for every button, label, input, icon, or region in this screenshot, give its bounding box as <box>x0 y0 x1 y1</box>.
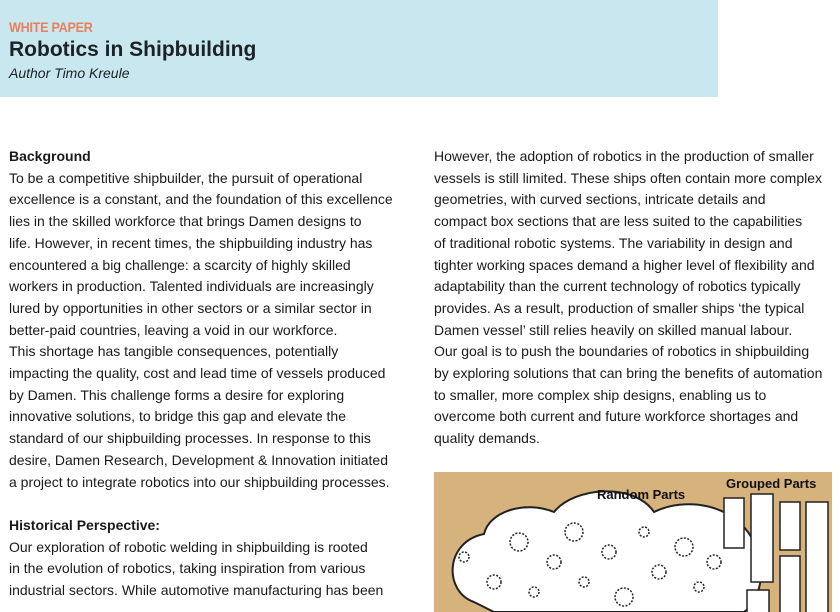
random-parts-label: Random Parts <box>597 487 686 502</box>
paragraph-line: of traditional robotic systems. The variability in design and <box>434 234 793 251</box>
section-heading-background: Background <box>9 148 91 164</box>
paragraph-line: vessels is still limited. These ships often contain more complex <box>434 169 823 186</box>
author-line: Author Timo Kreule <box>9 65 130 81</box>
paragraph-line: Damen vessel’ still relies heavily on skilled manual labour. <box>434 321 793 338</box>
paragraph-line: by exploring solutions that can bring the benefits of automation <box>434 365 823 382</box>
paragraph-line: However, the adoption of robotics in the production of smaller <box>434 148 814 164</box>
paragraph-line: better-paid countries, leaving a void in our workforce. <box>9 321 338 338</box>
paragraph-line: life. However, in recent times, the shipbuilding industry has <box>9 234 373 251</box>
document-type-label: WHITE PAPER <box>9 19 93 35</box>
paragraph-line: lies in the skilled workforce that brings Damen designs to <box>9 213 362 230</box>
paragraph-line: in the evolution of robotics, taking inspiration from various <box>9 560 366 577</box>
left-column <box>9 146 393 602</box>
group-box <box>780 556 800 612</box>
page-title: Robotics in Shipbuilding <box>9 38 257 61</box>
header-banner <box>0 0 718 97</box>
group-box <box>806 502 828 612</box>
paragraph-line: industrial sectors. While automotive manufacturing has been <box>9 582 384 599</box>
paragraph-line: Our exploration of robotic welding in shipbuilding is rooted <box>9 538 368 555</box>
paragraph-line: to smaller, more complex ship designs, enabling us to <box>434 386 767 403</box>
paragraph-line: lured by opportunities in other sectors or a similar sector in <box>9 299 372 316</box>
paragraph-line: excellence is a constant, and the foundation of this excellence <box>9 191 393 208</box>
group-box <box>780 502 800 550</box>
paragraph-line: standard of our shipbuilding processes. In response to this <box>9 430 371 447</box>
random-parts-cloud <box>453 491 762 612</box>
paragraph-line: To be a competitive shipbuilder, the pursuit of operational <box>9 169 363 186</box>
paragraph-line: by Damen. This challenge forms a desire for exploring <box>9 386 345 403</box>
group-box <box>747 590 769 612</box>
paragraph-line: encountered a big challenge: a scarcity of highly skilled <box>9 256 351 273</box>
paragraph-line: innovative solutions, to bridge this gap and elevate the <box>9 408 347 425</box>
paragraph-line: Our goal is to push the boundaries of robotics in shipbuilding <box>434 343 810 360</box>
paragraph-line: provides. As a result, production of smaller ships ‘the typical <box>434 299 805 316</box>
paragraph-line: overcome both current and future workforce shortages and <box>434 408 799 425</box>
paragraph-line: impacting the quality, cost and lead time of vessels produced <box>9 365 386 382</box>
group-box <box>751 494 773 582</box>
section-heading-historical: Historical Perspective: <box>9 516 160 533</box>
paragraph-line: adaptability than the current technology of robotics typically <box>434 278 801 295</box>
group-box <box>724 498 744 548</box>
grouped-parts-label: Grouped Parts <box>726 476 817 491</box>
paragraph-line: geometries, with curved sections, intricate details and <box>434 191 766 208</box>
paragraph-line: tighter working spaces demand a higher level of flexibility and <box>434 256 815 273</box>
paragraph-line: quality demands. <box>434 430 540 447</box>
paragraph-line: compact box sections that are less suited to the capabilities <box>434 213 803 230</box>
parts-figure <box>434 472 832 612</box>
paragraph-line: This shortage has tangible consequences, potentially <box>9 343 339 360</box>
paragraph-line: workers in production. Talented individuals are increasingly <box>9 278 374 295</box>
paragraph-line: a project to integrate robotics into our shipbuilding processes. <box>9 473 390 490</box>
right-column <box>434 146 822 450</box>
paragraph-line: desire, Damen Research, Development & Innovation initiated <box>9 451 388 468</box>
